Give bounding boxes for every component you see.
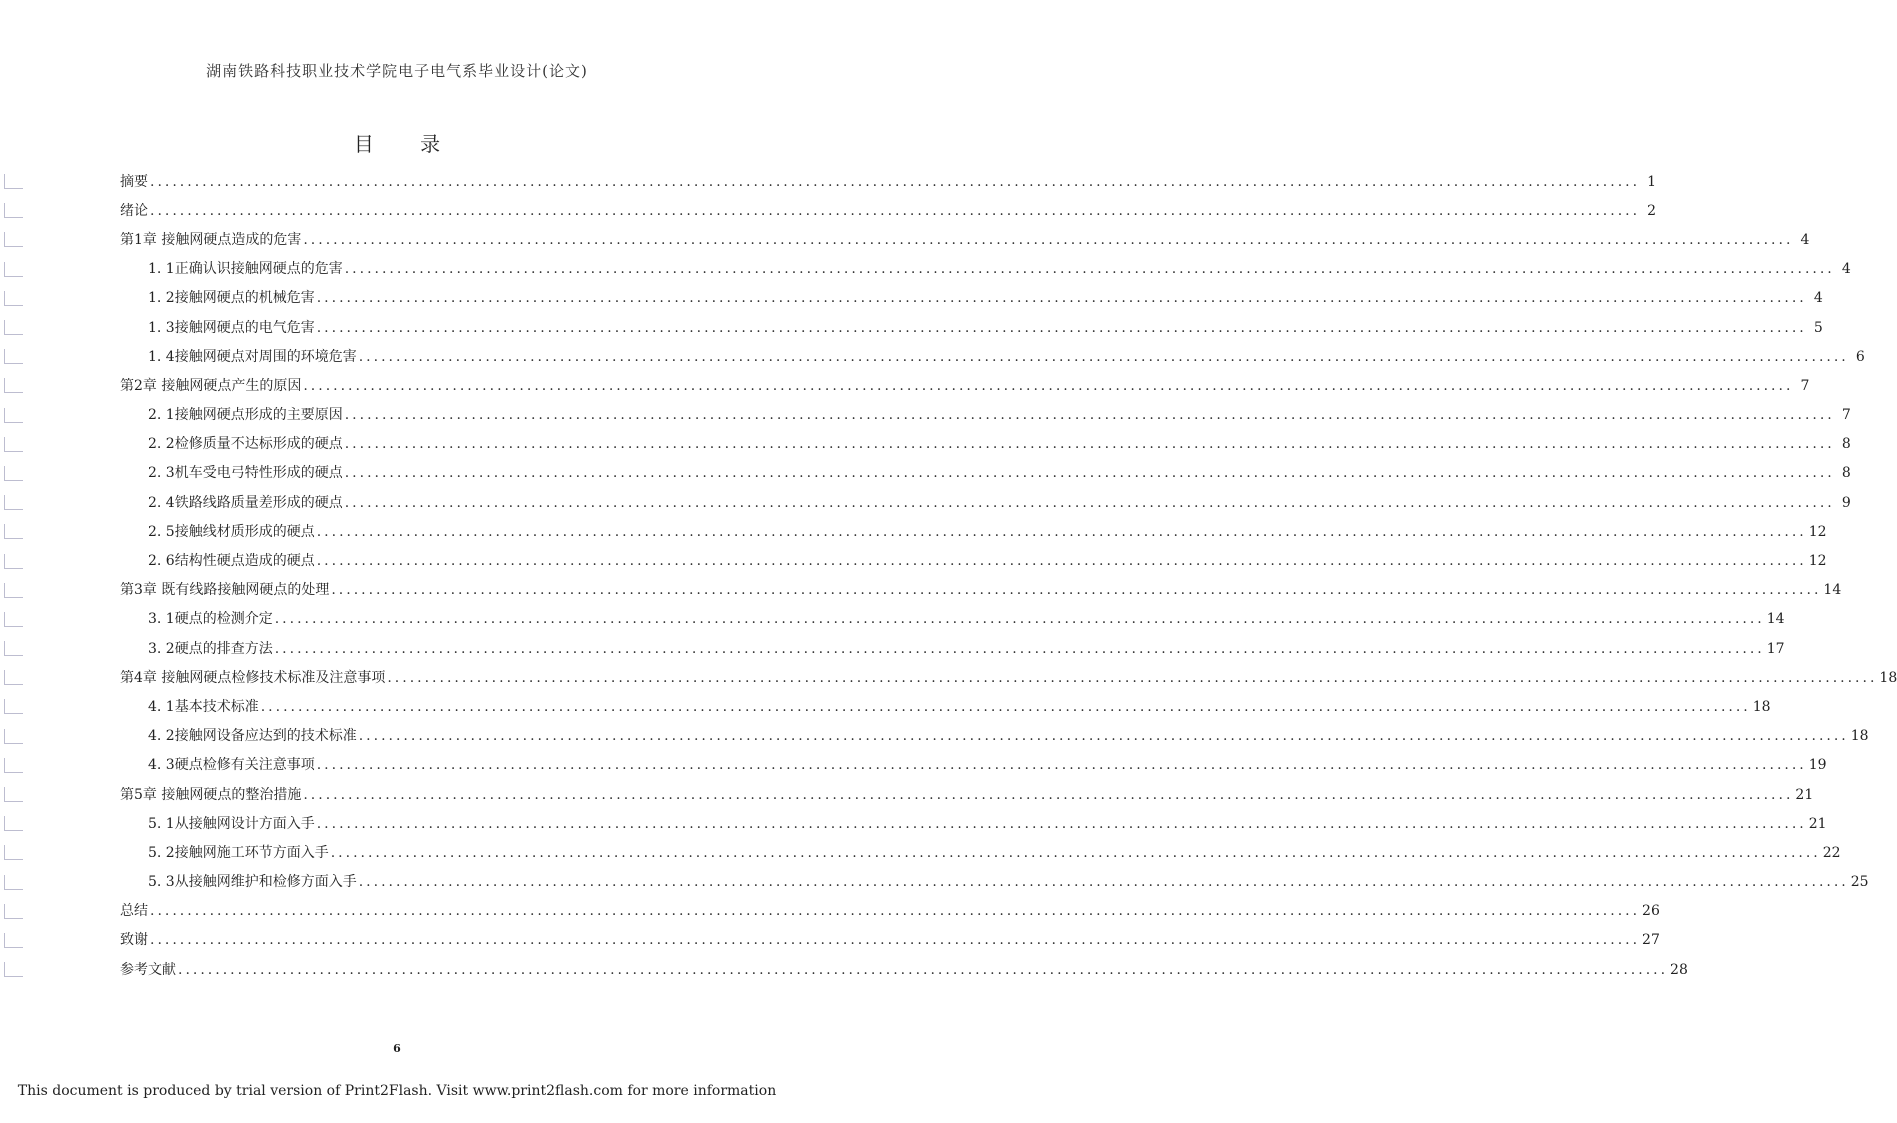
toc-entry-label: 2. 5接触线材质形成的硬点 [148,523,315,540]
toc-entry-label: 5. 2接触网施工环节方面入手 [148,844,329,861]
margin-marker-icon [4,320,23,335]
toc-entry[interactable] [0,605,1785,634]
toc-entry-label: 摘要 [120,173,148,190]
toc-entry-page: 18 [1752,698,1771,715]
toc-entry-page: 25 [1850,874,1869,891]
toc-leader-dots: ........................................................................................................................................................................................................ [260,698,1751,715]
toc-leader-dots: ........................................................................................................................................................................................................ [344,465,1835,482]
margin-marker-icon [4,933,23,948]
margin-marker-icon [4,787,23,802]
toc-entry-page: 26 [1642,903,1660,920]
toc-entry[interactable] [0,342,1865,371]
margin-marker-icon [4,262,23,277]
toc-leader-dots: ........................................................................................................................................................................................................ [303,786,1794,803]
toc-entry[interactable] [0,663,1897,692]
toc-entry-page: 8 [1841,436,1851,453]
margin-marker-icon [4,378,23,393]
toc-leader-dots: ........................................................................................................................................................................................................ [178,961,1669,978]
toc-entry[interactable] [0,167,1657,196]
toc-entry[interactable] [0,196,1657,225]
toc-entry-page: 18 [1879,669,1897,686]
toc-entry[interactable] [0,371,1810,400]
toc-entry-page: 18 [1850,728,1869,745]
toc-entry-label: 2. 4铁路线路质量差形成的硬点 [148,494,343,511]
toc-entry-page: 28 [1670,961,1688,978]
margin-marker-icon [4,875,23,890]
toc-entry-label: 第3章 既有线路接触网硬点的处理 [120,582,330,599]
toc-entry-page: 12 [1808,553,1827,570]
toc-entry-page: 5 [1813,319,1823,336]
toc-entry-page: 19 [1808,757,1827,774]
toc-leader-dots: ........................................................................................................................................................................................................ [274,611,1765,628]
margin-marker-icon [4,845,23,860]
toc-entry[interactable] [0,401,1851,430]
margin-marker-icon [4,408,23,423]
toc-leader-dots: ........................................................................................................................................................................................................ [316,523,1807,540]
toc-leader-dots: ........................................................................................................................................................................................................ [316,553,1807,570]
margin-marker-icon [4,437,23,452]
toc-leader-dots: ........................................................................................................................................................................................................ [344,407,1835,424]
toc-entry-label: 1. 3接触网硬点的电气危害 [148,319,315,336]
toc-leader-dots: ........................................................................................................................................................................................................ [358,348,1849,365]
toc-entry-label: 参考文献 [120,961,176,978]
toc-entry[interactable] [0,780,1814,809]
toc-entry[interactable] [0,955,1688,984]
toc-leader-dots: ........................................................................................................................................................................................................ [331,582,1822,599]
toc-entry[interactable] [0,926,1660,955]
margin-marker-icon [4,641,23,656]
margin-marker-icon [4,203,23,218]
toc-entry-label: 5. 1从接触网设计方面入手 [148,815,315,832]
margin-marker-icon [4,670,23,685]
toc-entry-page: 27 [1642,932,1660,949]
toc-entry-label: 绪论 [120,202,148,219]
toc-entry-label: 致谢 [120,932,148,949]
toc-entry[interactable] [0,634,1785,663]
toc-leader-dots: ........................................................................................................................................................................................................ [150,932,1641,949]
toc-entry-page: 4 [1813,290,1823,307]
toc-entry-page: 12 [1808,523,1827,540]
toc-leader-dots: ........................................................................................................................................................................................................ [316,290,1807,307]
toc-entry[interactable] [0,517,1827,546]
toc-entry-label: 1. 1正确认识接触网硬点的危害 [148,261,343,278]
toc-leader-dots: ........................................................................................................................................................................................................ [150,903,1641,920]
toc-entry[interactable] [0,284,1823,313]
margin-marker-icon [4,291,23,306]
toc-entry[interactable] [0,313,1823,342]
toc-entry[interactable] [0,255,1851,284]
margin-marker-icon [4,232,23,247]
toc-entry-page: 14 [1766,611,1785,628]
toc-entry-label: 4. 1基本技术标准 [148,698,259,715]
margin-marker-icon [4,466,23,481]
margin-marker-icon [4,962,23,977]
toc-entry-page: 21 [1808,815,1827,832]
toc-leader-dots: ........................................................................................................................................................................................................ [150,202,1641,219]
toc-entry[interactable] [0,546,1827,575]
toc-leader-dots: ........................................................................................................................................................................................................ [316,757,1807,774]
toc-entry-label: 2. 3机车受电弓特性形成的硬点 [148,465,343,482]
toc-entry[interactable] [0,838,1841,867]
toc-entry[interactable] [0,459,1851,488]
toc-entry-page: 21 [1795,786,1814,803]
toc-leader-dots: ........................................................................................................................................................................................................ [303,377,1794,394]
toc-entry[interactable] [0,488,1851,517]
toc-entry-label: 5. 3从接触网维护和检修方面入手 [148,874,357,891]
toc-leader-dots: ........................................................................................................................................................................................................ [303,231,1794,248]
toc-entry-page: 6 [1855,348,1865,365]
margin-marker-icon [4,349,23,364]
toc-entry[interactable] [0,225,1810,254]
toc-entry-label: 第5章 接触网硬点的整治措施 [120,786,302,803]
toc-entry[interactable] [0,430,1851,459]
toc-title: 目 录 [353,132,441,156]
table-of-contents [0,167,1897,984]
toc-entry-label: 1. 2接触网硬点的机械危害 [148,290,315,307]
toc-leader-dots: ........................................................................................................................................................................................................ [387,669,1878,686]
toc-entry-page: 8 [1841,465,1851,482]
toc-entry-label: 2. 6结构性硬点造成的硬点 [148,553,315,570]
page-number: 6 [393,1042,401,1055]
toc-entry[interactable] [0,722,1869,751]
toc-leader-dots: ........................................................................................................................................................................................................ [358,874,1849,891]
margin-marker-icon [4,554,23,569]
margin-marker-icon [4,699,23,714]
toc-leader-dots: ........................................................................................................................................................................................................ [344,494,1835,511]
toc-leader-dots: ........................................................................................................................................................................................................ [316,815,1807,832]
toc-entry-label: 总结 [120,903,148,920]
toc-leader-dots: ........................................................................................................................................................................................................ [344,436,1835,453]
toc-entry-page: 7 [1841,407,1851,424]
toc-entry[interactable] [0,751,1827,780]
toc-entry-page: 22 [1822,844,1841,861]
toc-leader-dots: ........................................................................................................................................................................................................ [344,261,1835,278]
trial-watermark-footer: This document is produced by trial version of Print2Flash. Visit www.print2flash.com for more information [17,1083,777,1099]
toc-entry-page: 9 [1841,494,1851,511]
margin-marker-icon [4,816,23,831]
toc-entry-page: 1 [1647,173,1657,190]
toc-leader-dots: ........................................................................................................................................................................................................ [330,844,1821,861]
margin-marker-icon [4,904,23,919]
toc-leader-dots: ........................................................................................................................................................................................................ [358,728,1849,745]
margin-marker-icon [4,174,23,189]
page-header: 湖南铁路科技职业技术学院电子电气系毕业设计(论文) [206,62,588,80]
toc-entry-label: 第1章 接触网硬点造成的危害 [120,231,302,248]
toc-entry-page: 7 [1800,377,1810,394]
toc-entry-label: 1. 4接触网硬点对周围的环境危害 [148,348,357,365]
toc-leader-dots: ........................................................................................................................................................................................................ [316,319,1807,336]
toc-entry-page: 2 [1647,202,1657,219]
toc-entry-label: 3. 1硬点的检测介定 [148,611,273,628]
toc-entry-label: 4. 3硬点检修有关注意事项 [148,757,315,774]
toc-entry-label: 3. 2硬点的排查方法 [148,640,273,657]
toc-entry[interactable] [0,897,1660,926]
toc-entry-page: 17 [1766,640,1785,657]
toc-entry-label: 2. 1接触网硬点形成的主要原因 [148,407,343,424]
toc-entry[interactable] [0,692,1771,721]
toc-entry[interactable] [0,809,1827,838]
margin-marker-icon [4,583,23,598]
toc-entry-page: 4 [1841,261,1851,278]
toc-leader-dots: ........................................................................................................................................................................................................ [274,640,1765,657]
toc-entry-label: 第4章 接触网硬点检修技术标准及注意事项 [120,669,386,686]
toc-entry-page: 14 [1823,582,1842,599]
toc-entry-label: 第2章 接触网硬点产生的原因 [120,377,302,394]
margin-marker-icon [4,729,23,744]
toc-entry[interactable] [0,576,1842,605]
toc-entry-page: 4 [1800,231,1810,248]
toc-entry-label: 2. 2检修质量不达标形成的硬点 [148,436,343,453]
margin-marker-icon [4,758,23,773]
toc-entry-label: 4. 2接触网设备应达到的技术标准 [148,728,357,745]
margin-marker-icon [4,524,23,539]
toc-entry[interactable] [0,868,1869,897]
toc-leader-dots: ........................................................................................................................................................................................................ [150,173,1641,190]
margin-marker-icon [4,495,23,510]
margin-marker-icon [4,612,23,627]
